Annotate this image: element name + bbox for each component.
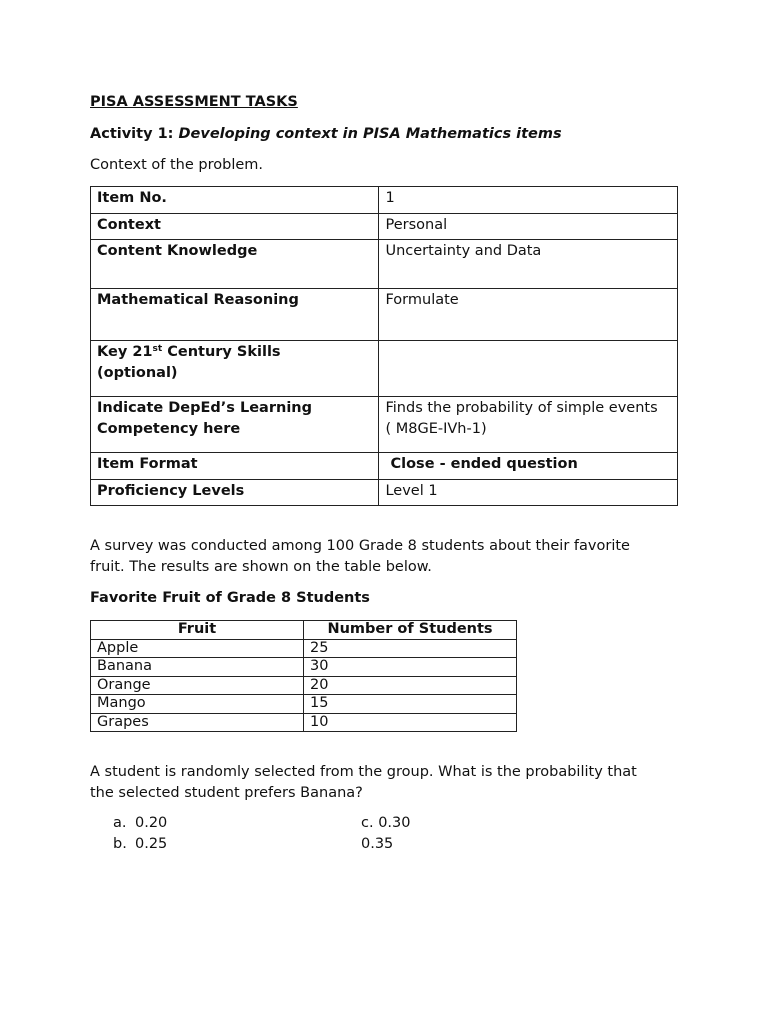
table-header-row (91, 621, 517, 640)
fruit-cell: Grapes (91, 713, 304, 732)
table-row (91, 479, 678, 506)
math-reasoning-label: Mathematical Reasoning (91, 289, 379, 341)
count-cell: 10 (304, 713, 517, 732)
fruit-cell: Orange (91, 676, 304, 695)
table-row (91, 341, 678, 397)
competency-value-line1: Finds the probability of simple events (385, 400, 658, 416)
competency-value-line2: ( M8GE-IVh-1) (385, 420, 487, 437)
skills-label-line2: (optional) (97, 364, 178, 381)
skills-label (91, 341, 379, 397)
skills-label-sup: st (152, 344, 163, 354)
option-b-letter: b. (113, 836, 127, 852)
table-row (91, 289, 678, 341)
math-reasoning-value: Formulate (379, 289, 678, 341)
activity-subtitle: Developing context in PISA Mathematics items (178, 126, 562, 142)
item-no-label: Item No. (91, 187, 379, 214)
fruit-cell: Banana (91, 658, 304, 677)
question-line2: the selected student prefers Banana? (90, 785, 363, 801)
table-row (91, 187, 678, 214)
option-d (361, 834, 393, 855)
option-c-letter: c. (361, 815, 374, 831)
table-row (91, 213, 678, 240)
context-intro: Context of the problem. (90, 157, 264, 173)
table-row (91, 240, 678, 289)
fruit-column-header: Fruit (91, 621, 304, 640)
option-d-value: 0.35 (361, 836, 394, 852)
activity-title (90, 124, 690, 144)
option-c-value: 0.30 (378, 815, 411, 831)
skills-label-suffix: Century Skills (162, 344, 281, 360)
activity-label: Activity 1: (90, 126, 179, 142)
skills-value (379, 341, 678, 397)
table-row (91, 453, 678, 480)
table-row (91, 639, 517, 658)
count-cell: 15 (304, 695, 517, 714)
competency-label-line1: Indicate DepEd’s Learning (97, 400, 312, 416)
competency-value (379, 397, 678, 453)
fruit-cell: Mango (91, 695, 304, 714)
option-a-value: 0.20 (135, 815, 168, 831)
option-a (113, 813, 167, 834)
item-format-label: Item Format (91, 453, 379, 480)
content-knowledge-label: Content Knowledge (91, 240, 379, 289)
context-label: Context (91, 213, 379, 240)
fruit-cell: Apple (91, 639, 304, 658)
context-value: Personal (379, 213, 678, 240)
table-row (91, 676, 517, 695)
content-knowledge-value: Uncertainty and Data (379, 240, 678, 289)
question-paragraph (90, 762, 690, 804)
option-b (113, 834, 167, 855)
option-c (361, 813, 411, 834)
item-no-value: 1 (379, 187, 678, 214)
document-page (90, 92, 690, 857)
table-row (91, 658, 517, 677)
question-line1: A student is randomly selected from the group. What is the probability that (90, 764, 637, 780)
table-row (91, 397, 678, 453)
proficiency-value: Level 1 (379, 479, 678, 506)
item-format-value: Close - ended question (379, 453, 678, 480)
count-cell: 30 (304, 658, 517, 677)
count-cell: 20 (304, 676, 517, 695)
students-column-header: Number of Students (304, 621, 517, 640)
item-info-table (90, 186, 678, 506)
survey-line1: A survey was conducted among 100 Grade 8 students about their favorite (90, 538, 630, 554)
count-cell: 25 (304, 639, 517, 658)
survey-line2: fruit. The results are shown on the table below. (90, 559, 432, 575)
survey-paragraph (90, 536, 690, 578)
competency-label (91, 397, 379, 453)
table-row (91, 713, 517, 732)
option-a-letter: a. (113, 815, 127, 831)
document-heading: PISA ASSESSMENT TASKS (90, 94, 298, 110)
competency-label-line2: Competency here (97, 420, 241, 437)
skills-label-prefix: Key 21 (97, 344, 153, 360)
proficiency-label: Proficiency Levels (91, 479, 379, 506)
option-b-value: 0.25 (135, 836, 168, 852)
fruit-table-title: Favorite Fruit of Grade 8 Students (90, 590, 370, 606)
fruit-table (90, 620, 517, 732)
answer-options (90, 813, 690, 857)
table-row (91, 695, 517, 714)
